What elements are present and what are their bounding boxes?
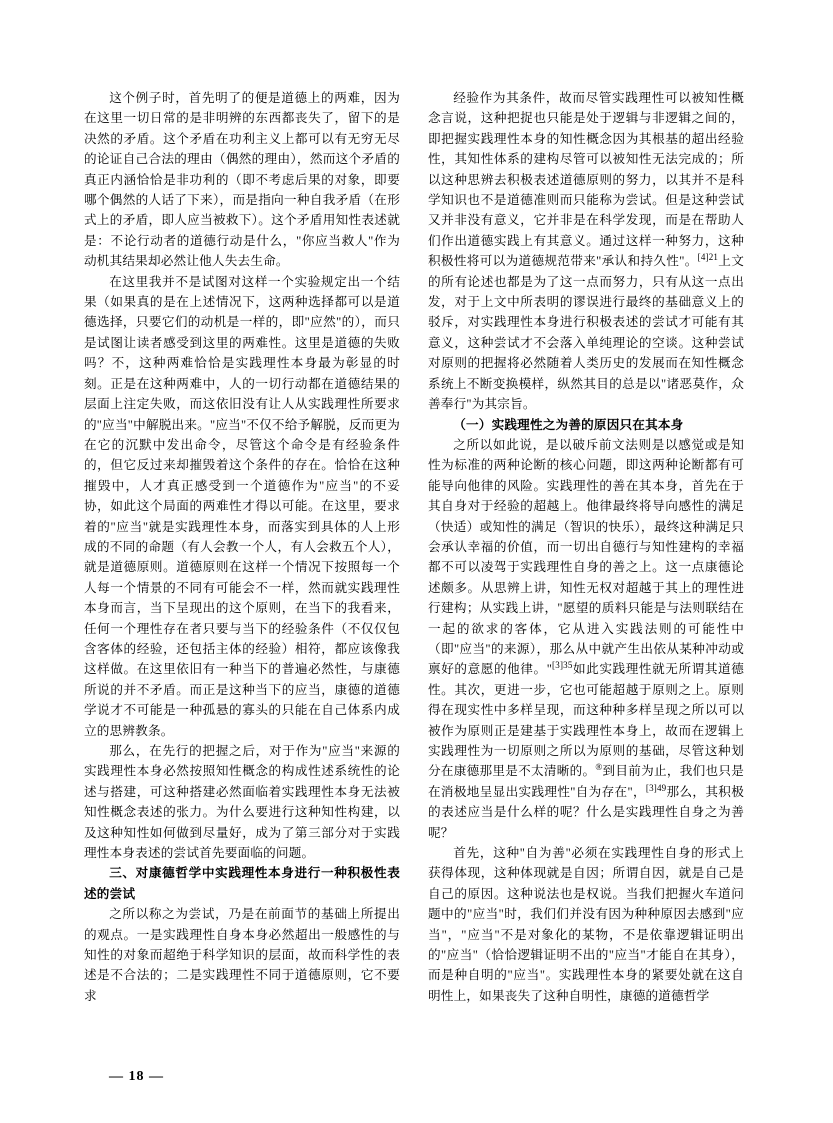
paragraph: 那么，在先行的把握之后，对于作为"应当"来源的实践理性本身必然按照知性概念的构成性述系统性的论述与搭建，可这种搭建必然面临着实践理性本身无法被知性概念表述的张力。为什么要进行这种知性构建，以及这种知性如何做到尽量好，成为了第三部分对于实践理性本身表述的尝试首先要面临的问题。	[84, 744, 400, 861]
paragraph: 之所以如此说，是以破斥前文法则是以感觉或是知性为标准的两种论断的核心问题，即这两种论断都有可能导向他律的风险。实践理性的善在其本身，首先在于其自身对于经验的超越上。他律最终将导向感性的满足（快适）或知性的满足（智识的快乐），最终这种满足只会承认幸福的价值，而一切出自德行与知性建构的幸福都不可以凌驾于实践理性自身的善之上。这一点康德论述颇多。从思辨上讲，知性无权对超越于其上的理性进行建构；从实践上讲，"愿望的质料只能是与法则联结在一起的欲求的客体，它从进入实践法则的可能性中（即"应当"的来源），那么从中就产生出依从某种冲动或禀好的意愿的他律。"$^{[3]35}$如此实践理性就无所谓其道德性。其次，更进一步，它也可能超越于原则之上。原则得在现实性中多样呈现，而这种种多样呈现之所以可以被作为原则正是建基于实践理性本身上，故而在逻辑上实践理性为一切原则之所以为原则的基础，尽管这种划分在康德那里是不太清晰的。®到目前为止，我们也只是在消极地呈显出实践理性"自为存在"，$^{[3]49}$那么，其积极的表述应当是什么样的呢？什么是实践理性自身之为善呢？	[428, 437, 744, 840]
section-heading: 三、对康德哲学中实践理性本身进行一种积极性表述的尝试	[84, 866, 400, 901]
subsection-heading: （一）实践理性之为善的原因只在其本身	[453, 417, 684, 432]
paragraph: 首先，这种"自为善"必须在实践理性自身的形式上获得体现，这种体现就是自因；所谓自因，就是自己是自己的原因。这种说法也是权说。当我们把握火车道问题中的"应当"时，我们们并没有因为种种原因去感到"应当"，"应当"不是对象化的某物，不是依靠逻辑证明出的"应当"（恰恰逻辑证明不出的"应当"才能自在其身），而是种自明的"应当"。实践理性本身的紧要处就在这自明性上，如果丧失了这种自明性，康德的道德哲学	[428, 846, 744, 1003]
paragraph: 这个例子时，首先明了的便是道德上的两难，因为在这里一切日常的是非明辨的东西都丧失了，留下的是决然的矛盾。这个矛盾在功利主义上都可以有无穷无尽的论证自己合法的理由（偶然的理由），然而这个矛盾的真正内涵恰恰是非功利的（即不考虑后果的对象，即要哪个偶然的人话了下来），而是指向一种自我矛盾（在形式上的矛盾，即人应当被救下）。这个矛盾用知性表述就是：不论行动者的道德行动是什么，"你应当救人"作为动机其结果却必然让他人失去生命。	[84, 91, 400, 269]
paragraph: 在这里我并不是试图对这样一个实验规定出一个结果（如果真的是在上述情况下，这两种选择都可以是道德选择，只要它们的动机是一样的，即"应然"的），而只是试图让读者感受到这里的两难性。这里是道德的失败吗？不，这种两难恰恰是实践理性本身最为彰显的时刻。正是在这种两难中，人的一切行动都在道德结果的层面上注定失败，而这依旧没有让人从实践理性所要求的"应当"中解脱出来。"应当"不仅不给予解脱，反而更为在它的沉默中发出命令，尽管这个命令是有经验条件的，但它反过来却摧毁着这个条件的存在。恰恰在这种摧毁中，人才真正感受到一个道德作为"应当"的不妥协，如此这个局面的两难性才得以可能。在这里，要求着的"应当"就是实践理性本身，而落实到具体的人上形成的不同的命题（有人会教一个人，有人会救五个人），就是道德原则。道德原则在这样一个情况下按照每一个人每一个情景的不同有可能会不一样，然而就实践理性本身而言，当下呈现出的这个原则，在当下的我看来，任何一个理性存在者只要与当下的经验条件（不仅仅包含客体的经验，还包括主体的经验）相符，都应该像我这样做。在这里依旧有一种当下的普遍必然性，与康德所说的并不矛盾。而正是这种当下的应当，康德的道德学说才不可能是一种孤悬的寡头的只能在自己体系内成立的思辨教条。	[84, 274, 400, 738]
two-column-body	[84, 88, 749, 1028]
left-column	[84, 88, 400, 1028]
page-number: — 18 —	[109, 1069, 164, 1084]
page-footer	[0, 1067, 833, 1085]
right-column	[428, 88, 744, 1028]
paragraph: 之所以称之为尝试，乃是在前面节的基础上所提出的观点。一是实践理性自身本身必然超出一般感性的与知性的对象而超绝于科学知识的层面，故而科学性的表述是不合法的；二是实践理性不同于道德原则，它不要求	[84, 907, 400, 1003]
paragraph: 经验作为其条件，故而尽管实践理性可以被知性概念言说，这种把捉也只能是处于逻辑与非逻辑之间的，即把握实践理性本身的知性概念因为其根基的超出经验性，其知性体系的建构尽管可以被知性无法完成的；所以这种思辨去积极表述道德原则的努力，以其并不是科学知识也不是道德准则而只能称为尝试。但是这种尝试又并非没有意义，它并非是在科学发现，而是在帮助人们作出道德实践上有其意义。通过这样一种努力，这种积极性将可以为道德规范带来"承认和持久性"。$^{[4]21}$上文的所有论述也都是为了这一点而努力，只有从这一点出发，对于上文中所表明的谬误进行最终的基础意义上的驳斥，对实践理性本身进行积极表述的尝试才可能有其意义，这种尝试才不会落入单纯理论的空谈。这种尝试对原则的把握将必然随着人类历史的发展而在知性概念系统上不断变换模样，纵然其目的总是以"诸恶莫作，众善奉行"为其宗旨。	[428, 91, 744, 412]
